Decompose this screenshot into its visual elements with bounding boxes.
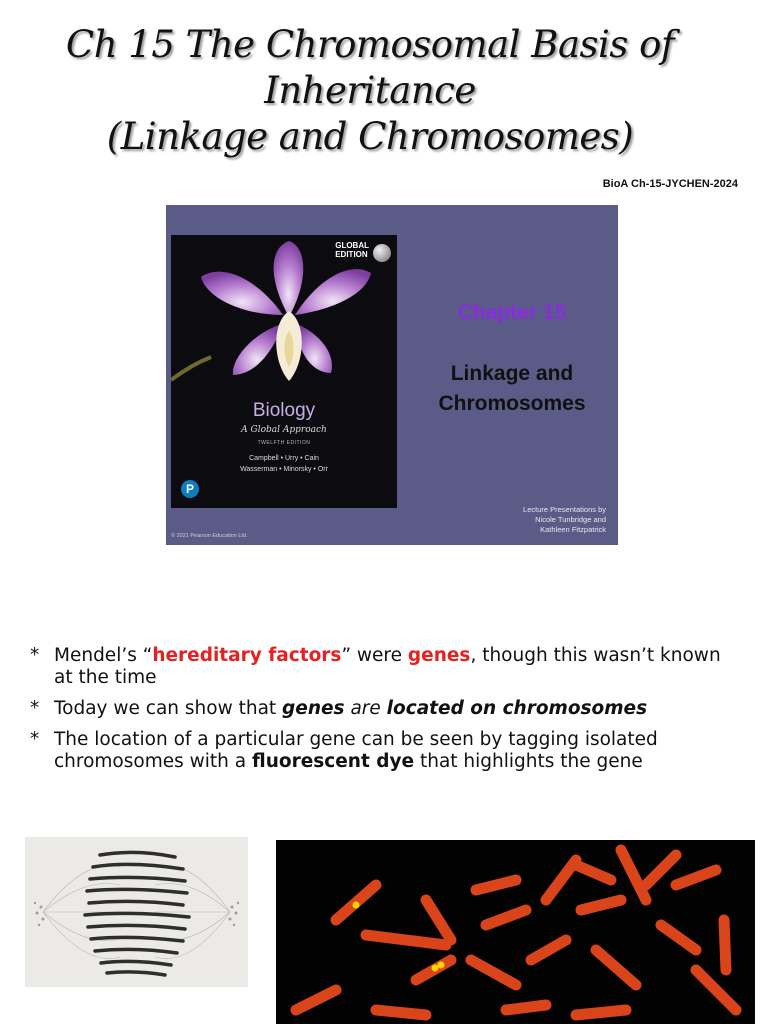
global-edition-badge: GLOBAL EDITION bbox=[335, 241, 389, 259]
bullet-item: * The location of a particular gene can be seen by tagging isolated chromosomes with a fluorescent dye that highlights the gene bbox=[30, 729, 740, 773]
presenter-credits: Lecture Presentations by Nicole Tunbridge and Kathleen Fitzpatrick bbox=[523, 505, 606, 534]
book-title: Biology bbox=[252, 400, 316, 421]
chapter-title-slide bbox=[166, 205, 618, 545]
fluorescent-chromosomes bbox=[276, 840, 755, 1024]
fluorescent-chromosome-image bbox=[276, 840, 755, 1024]
bullet-item: * Today we can show that genes are located on chromosomes bbox=[30, 698, 740, 720]
metaphase-illustration bbox=[25, 837, 248, 987]
metaphase-chromosome-drawing bbox=[25, 837, 248, 987]
fluorescent-spot bbox=[432, 965, 439, 972]
orchid-image bbox=[171, 235, 397, 395]
copyright-notice: © 2021 Pearson Education Ltd. bbox=[171, 533, 248, 539]
title-line-1: Ch 15 The Chromosomal Basis of bbox=[65, 23, 675, 66]
bullet-item: * Mendel’s “hereditary factors” were genes, though this wasn’t known at the time bbox=[30, 645, 740, 689]
title-line-3: (Linkage and Chromosomes) bbox=[106, 115, 634, 158]
title-line-2: Inheritance bbox=[264, 69, 476, 112]
chapter-title: Linkage and Chromosomes bbox=[438, 362, 586, 415]
textbook-cover bbox=[171, 235, 397, 508]
globe-icon bbox=[373, 244, 391, 262]
book-subtitle: A Global Approach bbox=[241, 425, 327, 435]
pearson-logo-icon: P bbox=[181, 480, 199, 498]
book-authors: Campbell • Urry • Cain Wasserman • Minorsky • Orr bbox=[240, 455, 328, 473]
fluorescent-spot bbox=[353, 902, 360, 909]
bullet-list bbox=[30, 645, 740, 782]
course-code: BioA Ch-15-JYCHEN-2024 bbox=[602, 178, 738, 190]
document-title bbox=[0, 22, 740, 160]
chapter-label: Chapter 15 bbox=[457, 301, 567, 324]
fluorescent-spot bbox=[438, 962, 445, 969]
book-edition: TWELFTH EDITION bbox=[257, 440, 311, 446]
